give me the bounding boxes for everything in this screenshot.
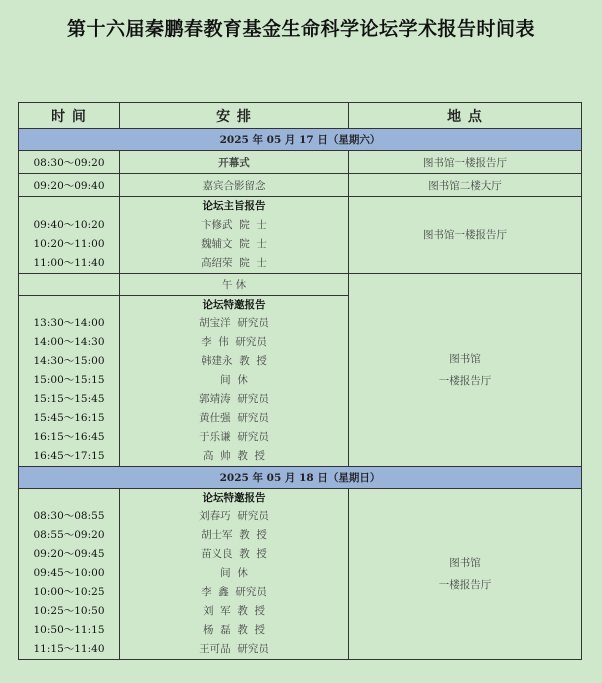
day1-invited-speakers xyxy=(120,295,349,466)
day2-invited-place xyxy=(349,488,582,659)
talk-speaker: 于乐谦 研究员 xyxy=(199,430,269,443)
day1-invited-place-line2: 一楼报告厅 xyxy=(438,374,492,387)
talk-speaker: 间 休 xyxy=(220,374,248,387)
day1-date-row xyxy=(19,129,582,151)
talk-time: 14:30～15:00 xyxy=(33,355,105,368)
talk-speaker: 苗义良 教 授 xyxy=(201,548,267,561)
header-place: 地 点 xyxy=(349,103,582,129)
lunch-label: 午 休 xyxy=(120,273,349,295)
day2-date-row xyxy=(19,466,582,488)
talk-speaker: 李 鑫 研究员 xyxy=(201,586,267,599)
keynote-place: 图书馆一楼报告厅 xyxy=(349,197,582,274)
photo-label: 嘉宾合影留念 xyxy=(120,174,349,197)
talk-speaker: 高 帅 教 授 xyxy=(202,449,266,462)
day2-invited-row xyxy=(19,488,582,659)
day2-invited-place-line1: 图书馆 xyxy=(449,556,481,569)
talk-time: 15:15～15:45 xyxy=(33,393,105,406)
talk-time: 10:00～10:25 xyxy=(33,586,105,599)
talk-time: 09:20～09:45 xyxy=(33,548,105,561)
talk-speaker: 郭靖涛 研究员 xyxy=(199,393,269,406)
invited-heading: 论坛特邀报告 xyxy=(202,491,266,504)
talk-speaker: 李 伟 研究员 xyxy=(201,336,267,349)
talk-time: 13:30～14:00 xyxy=(33,317,105,330)
talk-speaker: 刘春巧 研究员 xyxy=(199,510,269,523)
talk-time: 16:15～16:45 xyxy=(33,430,105,443)
keynote-speaker: 卞修武 院 士 xyxy=(201,218,267,231)
talk-speaker: 刘 军 教 授 xyxy=(202,604,266,617)
keynote-times xyxy=(19,197,120,274)
day1-invited-place-line1: 图书馆 xyxy=(449,352,481,365)
invited-heading: 论坛特邀报告 xyxy=(202,298,266,311)
talk-speaker: 王可品 研究员 xyxy=(199,642,269,655)
talk-time: 08:55～09:20 xyxy=(33,529,105,542)
page-title: 第十六届秦鹏春教育基金生命科学论坛学术报告时间表 xyxy=(66,18,535,40)
table-row xyxy=(19,151,582,174)
talk-time: 15:00～15:15 xyxy=(33,374,105,387)
talk-speaker: 黄仕强 研究员 xyxy=(199,411,269,424)
photo-place: 图书馆二楼大厅 xyxy=(349,174,582,197)
talk-speaker: 杨 磊 教 授 xyxy=(202,623,266,636)
schedule-table xyxy=(18,102,582,660)
day2-invited-speakers xyxy=(120,488,349,659)
day1-invited-place xyxy=(349,273,582,466)
keynote-speaker: 魏辅文 院 士 xyxy=(201,237,267,250)
talk-time: 10:50～11:15 xyxy=(33,623,105,636)
opening-label: 开幕式 xyxy=(120,151,349,174)
talk-speaker: 韩建永 教 授 xyxy=(201,355,267,368)
talk-time: 08:30～08:55 xyxy=(33,510,105,523)
talk-time: 10:25～10:50 xyxy=(33,604,105,617)
header-row xyxy=(19,103,582,129)
keynote-heading: 论坛主旨报告 xyxy=(202,200,266,212)
talk-speaker: 胡士军 教 授 xyxy=(201,529,267,542)
talk-speaker: 间 休 xyxy=(220,567,248,580)
keynote-time: 10:20～11:00 xyxy=(33,237,105,250)
day2-date: 2025 年 05 月 18 日（星期日） xyxy=(19,466,582,488)
keynote-time: 09:40～10:20 xyxy=(33,218,105,231)
day2-invited-place-line2: 一楼报告厅 xyxy=(438,578,492,591)
talk-time: 14:00～14:30 xyxy=(33,336,105,349)
day1-invited-times xyxy=(19,295,120,466)
day1-date: 2025 年 05 月 17 日（星期六） xyxy=(19,129,582,151)
header-arrange: 安 排 xyxy=(120,103,349,129)
talk-time: 11:15～11:40 xyxy=(33,642,105,655)
keynote-speaker: 高绍荣 院 士 xyxy=(201,256,267,269)
talk-time: 15:45～16:15 xyxy=(33,411,105,424)
talk-speaker: 胡宝洋 研究员 xyxy=(199,317,269,330)
table-row xyxy=(19,174,582,197)
talk-time: 09:45～10:00 xyxy=(33,567,105,580)
opening-place: 图书馆一楼报告厅 xyxy=(349,151,582,174)
day2-invited-times xyxy=(19,488,120,659)
keynote-row xyxy=(19,197,582,274)
keynote-speakers xyxy=(120,197,349,274)
keynote-time: 11:00～11:40 xyxy=(33,256,105,269)
header-time: 时 间 xyxy=(19,103,120,129)
lunch-row xyxy=(19,273,582,295)
talk-time: 16:45～17:15 xyxy=(33,449,105,462)
photo-time: 09:20～09:40 xyxy=(19,174,120,197)
opening-time: 08:30～09:20 xyxy=(19,151,120,174)
